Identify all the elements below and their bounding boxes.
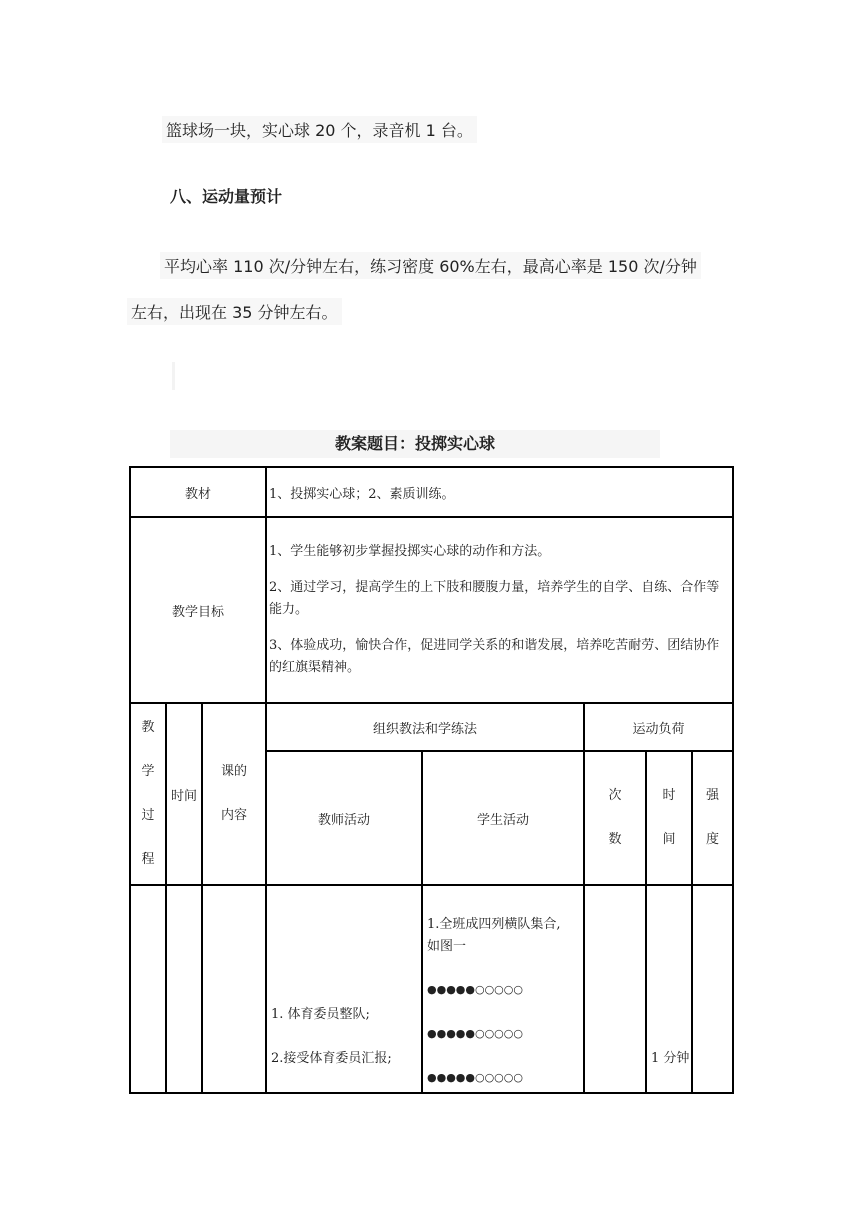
org-method-header: 组织教法和学练法 [266,703,584,751]
teacher-item: 2.接受体育委员汇报; [271,1051,392,1066]
exercise-load-line-2: 左右，出现在 35 分钟左右。 [127,298,342,325]
section-heading: 八、运动量预计 [170,187,283,206]
duration-cell [646,885,692,1093]
blank-mark [172,362,175,390]
lesson-plan-table [129,466,734,1094]
intensity-header: 强 度 [692,751,733,885]
process-label: 教 学 过 程 [130,703,166,885]
material-label: 教材 [130,467,266,517]
time-cell [166,885,202,1093]
goals-label: 教学目标 [130,517,266,703]
student-activity-cell [422,885,584,1093]
formation-row: ●●●●●○○○○○ [427,983,523,996]
time-label: 时间 [166,703,202,885]
equipment-line: 篮球场一块，实心球 20 个，录音机 1 台。 [162,116,477,143]
student-item: 1.全班成四列横队集合, [427,917,561,932]
plan-title: 教案题目：投掷实心球 [170,430,660,458]
student-item: 如图一 [427,939,467,954]
exercise-load-line-1: 平均心率 110 次/分钟左右，练习密度 60%左右，最高心率是 150 次/分钟 [160,252,701,279]
content-cell [202,885,266,1093]
exercise-load-header: 运动负荷 [584,703,733,751]
goal-item: 3、体验成功，愉快合作，促进同学关系的和谐发展，培养吃苦耐劳、团结协作的红旗渠精神。 [269,638,720,675]
process-cell [130,885,166,1093]
material-value: 1、投掷实心球；2、素质训练。 [266,467,733,517]
teacher-activity-header: 教师活动 [266,751,422,885]
goal-item: 2、通过学习，提高学生的上下肢和腰腹力量，培养学生的自学、自练、合作等能力。 [269,580,720,617]
content-label: 课的 内容 [202,703,266,885]
duration-value: 1 分钟 [651,1051,690,1066]
goals-cell [266,517,733,703]
count-cell [584,885,646,1093]
duration-header: 时 间 [646,751,692,885]
count-header: 次 数 [584,751,646,885]
formation-row: ●●●●●○○○○○ [427,1027,523,1040]
formation-row: ●●●●●○○○○○ [427,1071,523,1084]
teacher-item: 1. 体育委员整队; [271,1007,370,1022]
goal-item: 1、学生能够初步掌握投掷实心球的动作和方法。 [269,544,551,559]
intensity-cell [692,885,733,1093]
student-activity-header: 学生活动 [422,751,584,885]
teacher-activity-cell [266,885,422,1093]
